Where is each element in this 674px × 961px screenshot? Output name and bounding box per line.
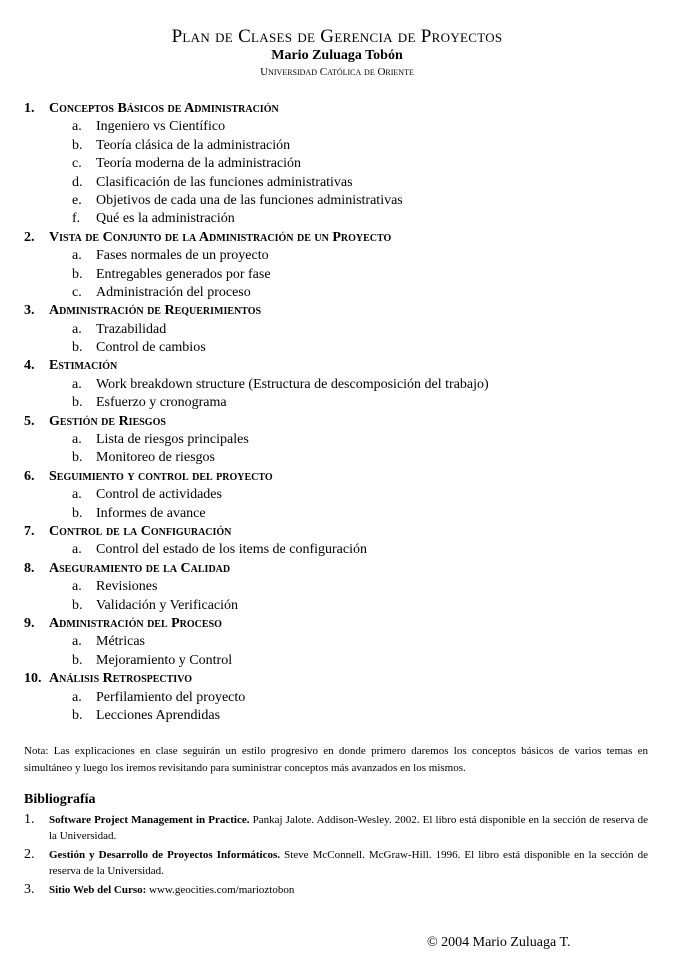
list-item xyxy=(24,321,664,339)
item-text: Lecciones Aprendidas xyxy=(96,707,221,723)
item-letter: b. xyxy=(72,652,83,668)
item-text: Control de cambios xyxy=(96,340,206,356)
item-letter: b. xyxy=(72,340,83,356)
item-letter: b. xyxy=(72,597,83,613)
list-item xyxy=(24,633,664,651)
item-letter: a. xyxy=(72,376,82,392)
list-item xyxy=(24,394,664,412)
item-letter: b. xyxy=(72,505,83,521)
item-letter: a. xyxy=(72,634,82,650)
item-text: Monitoreo de riesgos xyxy=(96,450,215,466)
section-heading xyxy=(24,523,664,541)
item-letter: b. xyxy=(72,395,83,411)
entry-number: 1. xyxy=(24,812,35,827)
item-letter: f. xyxy=(72,211,81,227)
item-letter: c. xyxy=(72,284,82,300)
item-text: Qué es la administración xyxy=(96,211,235,227)
entry-details: Steve McConnell. McGraw-Hill. 1996. El libro está disponible en la sección de reserva de la Universidad. xyxy=(49,849,648,877)
section-heading xyxy=(24,413,664,431)
item-letter: b. xyxy=(72,137,83,153)
list-item xyxy=(24,505,664,523)
list-item xyxy=(24,118,664,136)
section-title: Aseguramiento de la Calidad xyxy=(49,560,231,576)
item-text: Control del estado de los items de configuración xyxy=(96,542,367,558)
item-text: Esfuerzo y cronograma xyxy=(96,395,227,411)
item-letter: b. xyxy=(72,450,83,466)
item-letter: a. xyxy=(72,542,82,558)
list-item xyxy=(24,174,664,192)
section-number: 9. xyxy=(24,615,35,631)
section-heading xyxy=(24,615,664,633)
section-title: Administración del Proceso xyxy=(49,615,222,631)
list-item xyxy=(24,266,664,284)
item-text: Ingeniero vs Científico xyxy=(96,119,226,135)
item-letter: b. xyxy=(72,707,83,723)
item-text: Revisiones xyxy=(96,579,158,595)
list-item xyxy=(24,339,664,357)
item-text: Métricas xyxy=(96,634,145,650)
item-letter: a. xyxy=(72,248,82,264)
section-heading xyxy=(24,670,664,688)
section-heading xyxy=(24,560,664,578)
item-text: Work breakdown structure (Estructura de descomposición del trabajo) xyxy=(96,376,489,392)
item-text: Control de actividades xyxy=(96,487,222,503)
item-text: Validación y Verificación xyxy=(96,597,239,613)
item-text: Teoría moderna de la administración xyxy=(96,156,302,172)
item-letter: c. xyxy=(72,156,82,172)
section-title: Gestión de Riesgos xyxy=(49,413,166,429)
section-title: Estimación xyxy=(49,358,118,374)
item-letter: a. xyxy=(72,689,82,705)
entry-number: 2. xyxy=(24,847,35,862)
item-letter: a. xyxy=(72,487,82,503)
bibliography-entry xyxy=(24,847,648,879)
author-name: Mario Zuluaga Tobón xyxy=(271,48,403,63)
item-text: Objetivos de cada una de las funciones administrativas xyxy=(96,192,403,208)
section-title: Administración de Requerimientos xyxy=(49,303,262,319)
list-item xyxy=(24,486,664,504)
list-item xyxy=(24,578,664,596)
item-text: Informes de avance xyxy=(96,505,206,521)
item-letter: e. xyxy=(72,192,82,208)
bibliography-list xyxy=(24,812,648,901)
item-letter: d. xyxy=(72,174,83,190)
university-name: Universidad Católica de Oriente xyxy=(260,66,414,78)
section-number: 1. xyxy=(24,101,35,116)
entry-title: Sitio Web del Curso: xyxy=(49,884,147,896)
list-item xyxy=(24,155,664,173)
list-item xyxy=(24,652,664,670)
section-number: 8. xyxy=(24,560,35,576)
list-item xyxy=(24,597,664,615)
list-item xyxy=(24,376,664,394)
item-text: Fases normales de un proyecto xyxy=(96,248,269,264)
list-item xyxy=(24,541,664,559)
note-paragraph: Nota: Las explicaciones en clase seguirán un estilo progresivo en donde primero daremos los conceptos básicos de varios temas en simultáneo y luego los iremos revisitando para suministrar conceptos más avanzados en los mismos. xyxy=(24,745,648,774)
section-title: Análisis Retrospectivo xyxy=(49,671,193,687)
item-text: Teoría clásica de la administración xyxy=(96,137,291,153)
entry-details: www.geocities.com/marioztobon xyxy=(146,884,295,896)
section-number: 10. xyxy=(24,671,42,687)
section-heading xyxy=(24,468,664,486)
section-number: 5. xyxy=(24,413,35,429)
section-heading xyxy=(24,100,664,118)
section-heading xyxy=(24,302,664,320)
item-text: Perfilamiento del proyecto xyxy=(96,689,246,705)
section-number: 4. xyxy=(24,358,35,374)
entry-title: Software Project Management in Practice. xyxy=(49,814,250,826)
entry-title: Gestión y Desarrollo de Proyectos Informáticos. xyxy=(49,849,281,861)
course-outline xyxy=(24,100,664,725)
bibliography-entry xyxy=(24,812,648,844)
section-title: Conceptos Básicos de Administración xyxy=(49,101,279,116)
list-item xyxy=(24,192,664,210)
list-item xyxy=(24,689,664,707)
list-item xyxy=(24,431,664,449)
list-item xyxy=(24,449,664,467)
item-letter: a. xyxy=(72,321,82,337)
section-title: Seguimiento y control del proyecto xyxy=(49,468,273,484)
list-item xyxy=(24,284,664,302)
bibliography-entry xyxy=(24,882,648,898)
section-heading xyxy=(24,357,664,375)
list-item xyxy=(24,247,664,265)
bibliography-heading: Bibliografía xyxy=(24,792,96,807)
page-title: Plan de Clases de Gerencia de Proyectos xyxy=(171,26,503,47)
item-letter: b. xyxy=(72,266,83,282)
section-heading xyxy=(24,229,664,247)
entry-details: Pankaj Jalote. Addison-Wesley. 2002. El libro está disponible en la sección de reserva de la Universidad. xyxy=(49,814,648,842)
section-number: 6. xyxy=(24,468,35,484)
item-letter: a. xyxy=(72,579,82,595)
section-title: Control de la Configuración xyxy=(49,523,232,539)
item-letter: a. xyxy=(72,119,82,135)
item-text: Clasificación de las funciones administrativas xyxy=(96,174,353,190)
item-letter: a. xyxy=(72,432,82,448)
list-item xyxy=(24,137,664,155)
entry-number: 3. xyxy=(24,882,35,897)
item-text: Lista de riesgos principales xyxy=(96,432,249,448)
list-item xyxy=(24,210,664,228)
section-number: 7. xyxy=(24,523,35,539)
item-text: Mejoramiento y Control xyxy=(96,652,233,668)
section-number: 3. xyxy=(24,303,35,319)
section-number: 2. xyxy=(24,229,35,245)
item-text: Trazabilidad xyxy=(96,321,167,337)
list-item xyxy=(24,707,664,725)
item-text: Administración del proceso xyxy=(96,284,251,300)
section-title: Vista de Conjunto de la Administración de un Proyecto xyxy=(49,229,392,245)
copyright-notice: © 2004 Mario Zuluaga T. xyxy=(427,935,571,950)
item-text: Entregables generados por fase xyxy=(96,266,271,282)
